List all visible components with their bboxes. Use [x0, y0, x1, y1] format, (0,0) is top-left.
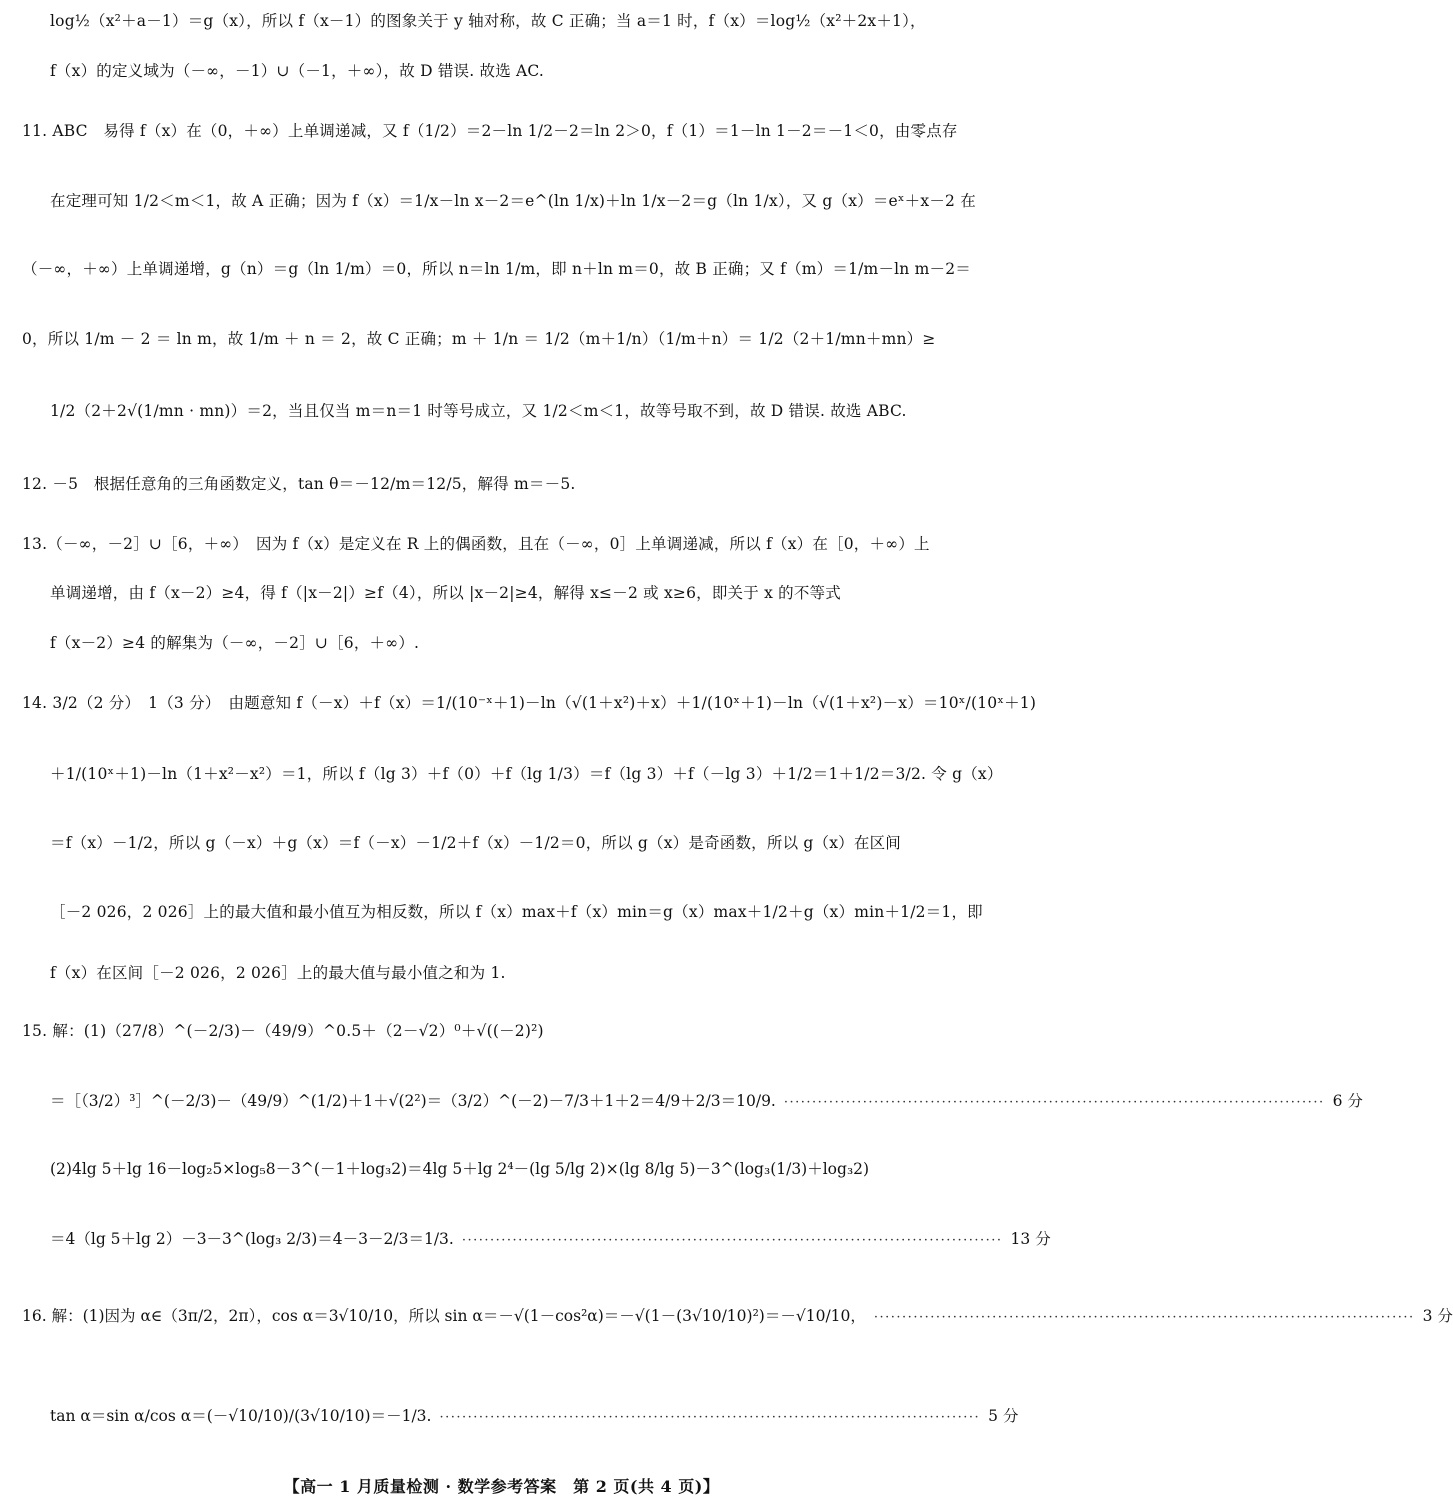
question-13-line: 13.（－∞，－2］∪［6，＋∞） 因为 f（x）是定义在 R 上的偶函数，且在（－∞，0］上单调递减，所以 f（x）在［0，＋∞）上 [22, 535, 930, 553]
scored-line [50, 1090, 1363, 1114]
scored-line-text: (2)4lg 5＋lg 16－log₂5×log₅8－3^(－1＋log₃2)＝4lg 5＋lg 2⁴－(lg 5/lg 2)×(lg 8/lg 5)－3^(log₃(1/3)＋log₃2) [50, 1160, 870, 1178]
page-footer: 【高一 1 月质量检测 · 数学参考答案 第 2 页(共 4 页)】 [283, 1477, 720, 1496]
scored-line-text: ＝4（lg 5＋lg 2）－3－3^(log₃ 2/3)＝4－3－2/3＝1/3. [50, 1230, 454, 1248]
text-line: 0，所以 1/m － 2 ＝ ln m，故 1/m ＋ n ＝ 2，故 C 正确；m ＋ 1/n ＝ 1/2（m＋1/n）（1/m＋n）＝ 1/2（2＋1/mn＋mn）≥ [22, 330, 936, 348]
score-label: 5 分 [988, 1407, 1019, 1425]
score-label: 6 分 [1332, 1092, 1363, 1110]
scored-line-text: ＝［（3/2）³］^(－2/3)－（49/9）^(1/2)＋1＋√(2²)＝（3/2）^(－2)－7/3＋1＋2＝4/9＋2/3＝10/9. [50, 1092, 776, 1110]
question-15-line: 15. 解：(1)（27/8）^(－2/3)－（49/9）^0.5＋（2－√2）⁰＋√((－2)²) [22, 1022, 544, 1040]
scored-line-text: tan α＝sin α/cos α＝(－√10/10)/(3√10/10)＝－1/3. [50, 1407, 432, 1425]
dot-leader: ································································································ [783, 1095, 1325, 1110]
dot-leader: ································································································ [461, 1233, 1003, 1248]
dot-leader: ································································································ [873, 1310, 1415, 1325]
question-12-line: 12. －5 根据任意角的三角函数定义，tan θ＝－12/m＝12/5，解得 m＝－5. [22, 475, 576, 493]
text-line: f（x）在区间［－2 026，2 026］上的最大值与最小值之和为 1. [50, 964, 506, 982]
text-line: f（x－2）≥4 的解集为（－∞，－2］∪［6，＋∞）. [50, 634, 420, 652]
text-line: log½（x²＋a－1）＝g（x），所以 f（x－1）的图象关于 y 轴对称，故 C 正确；当 a＝1 时，f（x）＝log½（x²＋2x＋1）， [50, 12, 926, 30]
dot-leader: ································································································ [439, 1410, 981, 1425]
text-line: f（x）的定义域为（－∞，－1）∪（－1，＋∞），故 D 错误. 故选 AC. [50, 62, 545, 80]
scored-line [50, 1405, 1019, 1429]
scored-line [50, 1158, 985, 1180]
text-line: 在定理可知 1/2＜m＜1，故 A 正确；因为 f（x）＝1/x－ln x－2＝e^(ln 1/x)＋ln 1/x－2＝g（ln 1/x），又 g（x）＝eˣ＋x－2 在 [50, 192, 976, 210]
text-line: ［－2 026，2 026］上的最大值和最小值互为相反数，所以 f（x）max＋f（x）min＝g（x）max＋1/2＋g（x）min＋1/2＝1，即 [50, 903, 983, 921]
text-line: （－∞，＋∞）上单调递增，g（n）＝g（ln 1/m）＝0，所以 n＝ln 1/m，即 n＋ln m＝0，故 B 正确；又 f（m）＝1/m－ln m－2＝ [22, 260, 971, 278]
score-label: 13 分 [1010, 1230, 1051, 1248]
score-label: 3 分 [1422, 1307, 1453, 1325]
question-16-line [22, 1305, 1453, 1329]
text-line: 单调递增，由 f（x－2）≥4，得 f（|x－2|）≥f（4），所以 |x－2|≥4，解得 x≤－2 或 x≥6，即关于 x 的不等式 [50, 584, 841, 602]
scored-line [50, 1228, 1051, 1252]
text-line: ＋1/(10ˣ＋1)－ln（1＋x²－x²）＝1，所以 f（lg 3）＋f（0）＋f（lg 1/3）＝f（lg 3）＋f（－lg 3）＋1/2＝1＋1/2＝3/2. 令 g（x） [50, 765, 1003, 783]
question-11-line: 11. ABC 易得 f（x）在（0，＋∞）上单调递减，又 f（1/2）＝2－ln 1/2－2＝ln 2＞0，f（1）＝1－ln 1－2＝－1＜0，由零点存 [22, 122, 958, 140]
question-14-line: 14. 3/2（2 分） 1（3 分） 由题意知 f（－x）＋f（x）＝1/(10⁻ˣ＋1)－ln（√(1＋x²)＋x）＋1/(10ˣ＋1)－ln（√(1＋x²)－x）＝10ˣ/(10ˣ＋1) [22, 694, 1037, 712]
text-line: 1/2（2＋2√(1/mn · mn)）＝2，当且仅当 m＝n＝1 时等号成立，又 1/2＜m＜1，故等号取不到，故 D 错误. 故选 ABC. [50, 402, 907, 420]
scored-line-text: 16. 解：(1)因为 α∈（3π/2，2π），cos α＝3√10/10，所以 sin α＝－√(1－cos²α)＝－√(1－(3√10/10)²)＝－√10/10， [22, 1307, 866, 1325]
text-line: ＝f（x）－1/2，所以 g（－x）＋g（x）＝f（－x）－1/2＋f（x）－1/2＝0，所以 g（x）是奇函数，所以 g（x）在区间 [50, 834, 901, 852]
